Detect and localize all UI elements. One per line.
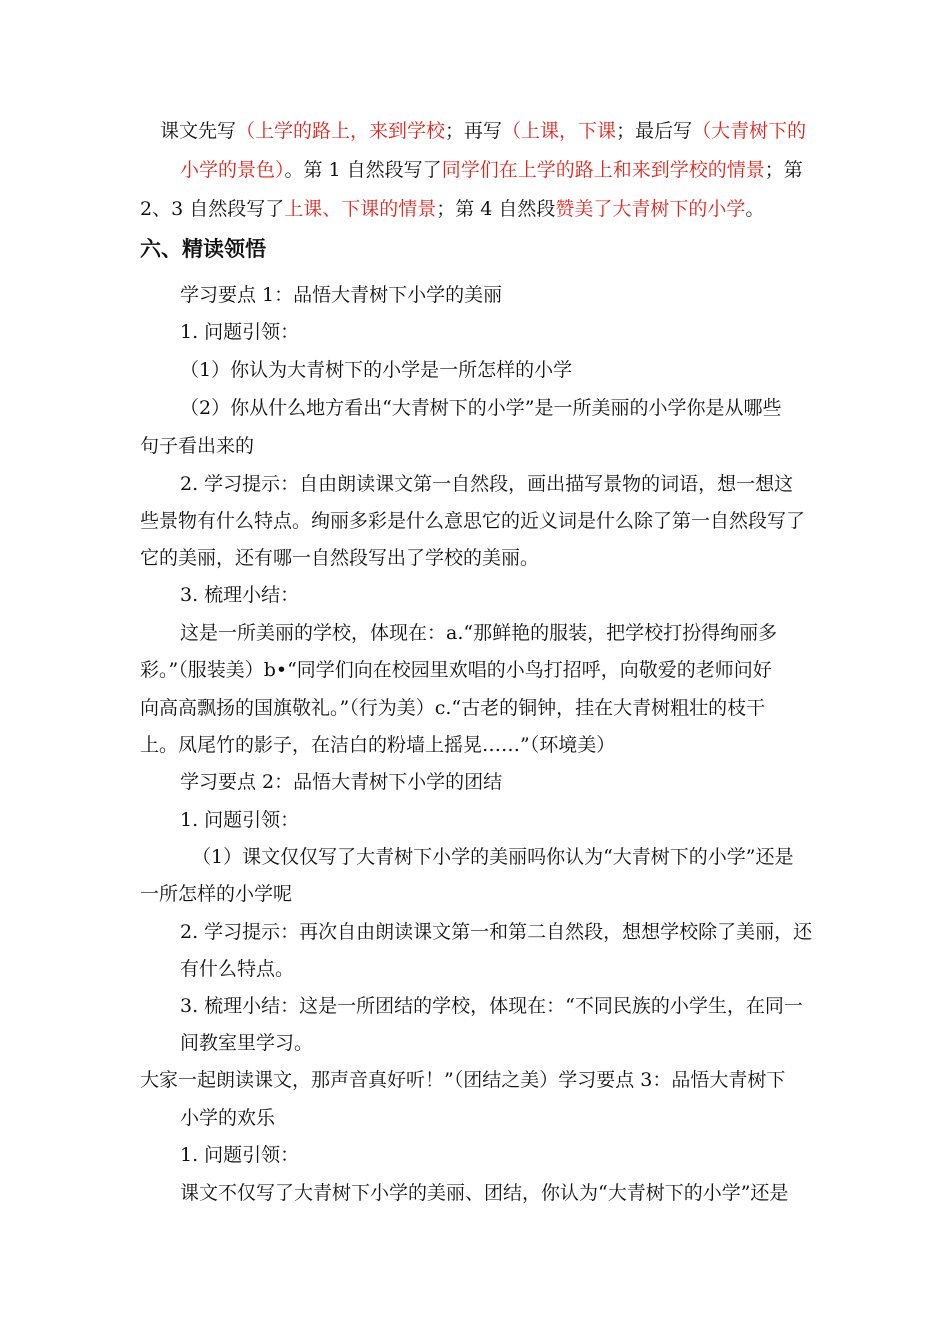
text-line: （1）课文仅仅写了大青树下小学的美丽吗你认为“大青树下的小学”还是 — [192, 846, 794, 868]
text-line: 上。凤尾竹的影子，在洁白的粉墙上摇晃……”（环境美） — [140, 734, 616, 756]
text-line: 句子看出来的 — [140, 435, 255, 457]
intro-text: 课文先写 — [160, 120, 237, 142]
intro-line-2 — [180, 158, 803, 182]
intro-text: ；第 4 自然段 — [436, 198, 556, 220]
intro-highlight: 同学们在上学的路上和来到学校的情景 — [441, 159, 765, 181]
text-line: 3. 梳理小结： — [180, 584, 300, 606]
text-line: 1. 问题引领： — [180, 321, 300, 343]
text-line: （2）你从什么地方看出“大青树下的小学”是一所美丽的小学你是从哪些 — [180, 397, 782, 419]
intro-text: ；最后写 — [616, 120, 693, 142]
intro-text: 2、3 自然段写了 — [140, 198, 285, 220]
text-line: （1）你认为大青树下的小学是一所怎样的小学 — [180, 359, 573, 381]
text-line: 学习要点 1：品悟大青树下小学的美丽 — [180, 284, 503, 306]
text-line: 间教室里学习。 — [180, 1032, 314, 1054]
text-line: 彩。”（服装美）b•“同学们向在校园里欢唱的小鸟打招呼，向敬爱的老师问好 — [140, 659, 772, 681]
text-line: 这是一所美丽的学校，体现在：a.“那鲜艳的服装，把学校打扮得绚丽多 — [180, 622, 778, 644]
text-line: 它的美丽，还有哪一自然段写出了学校的美丽。 — [140, 547, 540, 569]
intro-line-1 — [160, 119, 806, 143]
text-line: 大家一起朗读课文，那声音真好听！”（团结之美）学习要点 3：品悟大青树下 — [140, 1069, 786, 1091]
text-line: 2. 学习提示：再次自由朗读课文第一和第二自然段，想想学校除了美丽，还 — [180, 921, 813, 943]
text-line: 3. 梳理小结：这是一所团结的学校，体现在：“不同民族的小学生，在同一 — [180, 995, 803, 1017]
text-line: 些景物有什么特点。绚丽多彩是什么意思它的近义词是什么除了第一自然段写了 — [140, 510, 806, 532]
intro-highlight: 小学的景色） — [180, 159, 285, 181]
intro-highlight: 上课、下课的情景 — [284, 198, 437, 220]
intro-highlight: （上学的路上，来到学校 — [236, 120, 446, 142]
intro-text: 。 — [745, 198, 765, 220]
text-line: 课文不仅写了大青树下小学的美丽、团结，你认为“大青树下的小学”还是 — [180, 1182, 789, 1204]
intro-text: 。第 1 自然段写了 — [284, 159, 442, 181]
text-line: 小学的欢乐 — [180, 1107, 276, 1129]
text-line: 2. 学习提示：自由朗读课文第一自然段，画出描写景物的词语，想一想这 — [180, 473, 794, 495]
intro-highlight: （上课，下课 — [502, 120, 617, 142]
intro-text: ；再写 — [445, 120, 503, 142]
section-heading: 六、精读领悟 — [140, 237, 266, 261]
intro-line-3 — [140, 197, 764, 221]
intro-text: ；第 — [764, 159, 803, 181]
intro-highlight: （大青树下的 — [692, 120, 807, 142]
text-line: 1. 问题引领： — [180, 1144, 300, 1166]
intro-highlight: 赞美了大青树下的小学 — [555, 198, 746, 220]
text-line: 有什么特点。 — [180, 958, 295, 980]
text-line: 1. 问题引领： — [180, 809, 300, 831]
text-line: 学习要点 2：品悟大青树下小学的团结 — [180, 771, 503, 793]
text-line: 一所怎样的小学呢 — [140, 883, 293, 905]
text-line: 向高高飘扬的国旗敬礼。”（行为美）c.“古老的铜钟，挂在大青树粗壮的枝干 — [140, 697, 766, 719]
